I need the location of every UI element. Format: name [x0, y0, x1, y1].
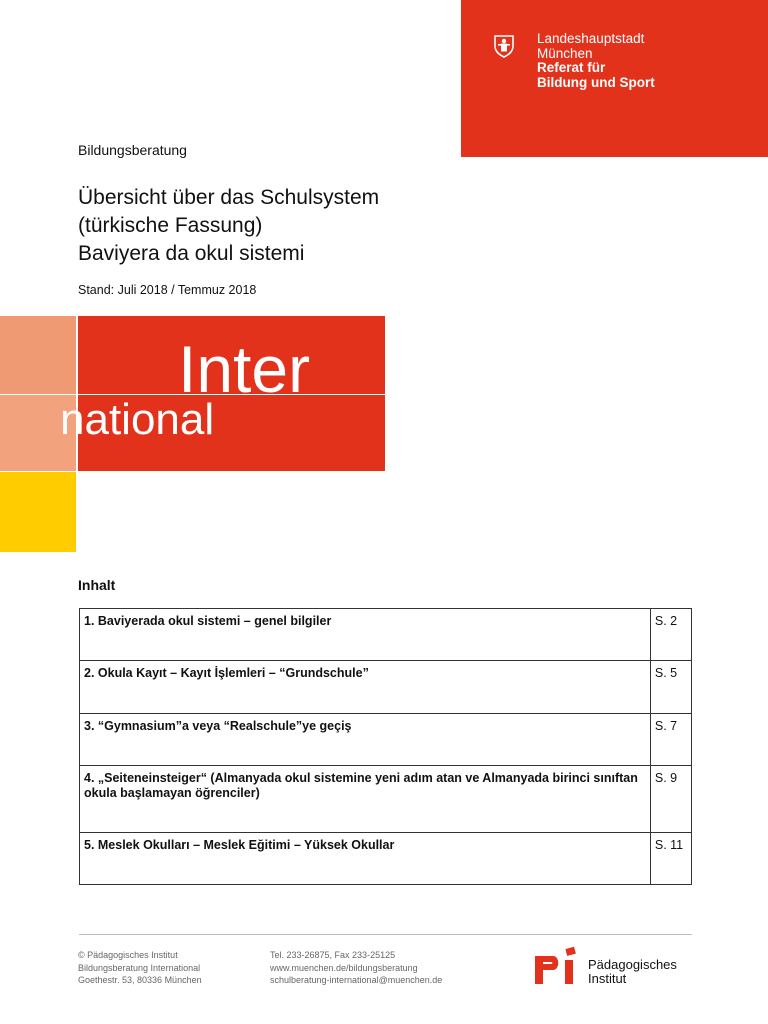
banner-yellow-tile	[0, 472, 76, 552]
toc-entry-page: S. 5	[650, 661, 691, 714]
department-label: Bildungsberatung	[78, 142, 187, 158]
footer-email-link[interactable]: schulberatung-international@muenchen.de	[270, 975, 443, 985]
toc-entry-title: 2. Okula Kayıt – Kayıt İşlemleri – “Grundschule”	[80, 661, 651, 714]
organization-name	[537, 32, 655, 90]
toc-entry-title: 5. Meslek Okulları – Meslek Eğitimi – Yüksek Okullar	[80, 833, 651, 885]
org-line-2: München	[537, 45, 593, 61]
document-title	[78, 184, 379, 268]
toc-entry-title: 1. Baviyerada okul sistemi – genel bilgiler	[80, 609, 651, 661]
toc-entry-title: 4. „Seiteneinsteiger“ (Almanyada okul sistemine yeni adım atan ve Almanyada birinci sınıftan okula başlamayan öğrenciler)	[80, 766, 651, 833]
footer-address	[78, 949, 202, 987]
footer-website-link[interactable]: www.muenchen.de/bildungsberatung	[270, 962, 418, 973]
toc-entry-page: S. 9	[650, 766, 691, 833]
pi-logo-icon	[533, 946, 577, 986]
banner-word-national: national	[60, 395, 215, 444]
toc-entry-page: S. 11	[650, 833, 691, 885]
international-banner	[0, 316, 386, 552]
title-line-1: Übersicht über das Schulsystem	[78, 186, 380, 209]
footer-divider	[79, 934, 692, 935]
footer-address-line: Bildungsberatung International	[78, 962, 201, 973]
contents-heading: Inhalt	[78, 577, 116, 593]
pi-name-line-2: Institut	[588, 971, 627, 986]
stand-date: Stand: Juli 2018 / Temmuz 2018	[78, 283, 257, 297]
toc-row	[80, 714, 692, 766]
banner-word-inter: Inter	[178, 332, 311, 406]
org-line-3: Referat für	[537, 60, 606, 75]
pi-institute-name	[588, 958, 677, 986]
toc-row	[80, 766, 692, 833]
footer-phone: Tel. 233-26875, Fax 233-25125	[270, 950, 396, 960]
toc-entry-title: 3. “Gymnasium”a veya “Realschule”ye geçiş	[80, 714, 651, 766]
toc-entry-page: S. 7	[650, 714, 691, 766]
toc-row	[80, 833, 692, 885]
toc-row	[80, 661, 692, 714]
org-line-4: Bildung und Sport	[537, 74, 655, 90]
munich-coat-of-arms-icon	[493, 34, 515, 58]
footer-address-line: Goethestr. 53, 80336 München	[78, 975, 202, 985]
title-line-2: (türkische Fassung)	[78, 214, 263, 237]
pi-name-line-1: Pädagogisches	[588, 957, 677, 972]
footer-contact	[270, 949, 442, 987]
toc-row	[80, 609, 692, 661]
org-line-1: Landeshauptstadt	[537, 31, 645, 46]
header-block	[461, 0, 768, 157]
footer-address-line: © Pädagogisches Institut	[78, 950, 178, 960]
title-line-3: Baviyera da okul sistemi	[78, 242, 305, 265]
table-of-contents	[79, 608, 692, 885]
banner-salmon-tile-top	[0, 316, 76, 394]
toc-entry-page: S. 2	[650, 609, 691, 661]
